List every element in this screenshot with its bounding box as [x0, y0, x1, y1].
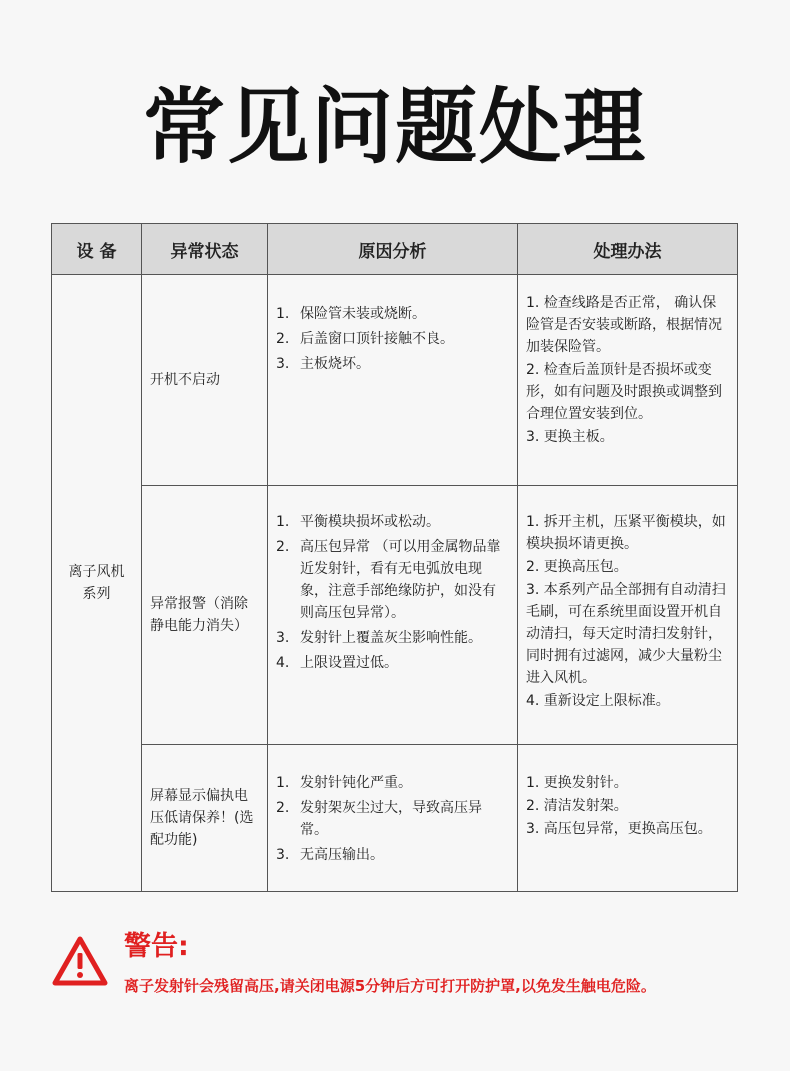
item-number: 2.: [276, 800, 290, 816]
state-cell: 异常报警（消除静电能力消失）: [142, 486, 268, 745]
list-item: [276, 844, 509, 866]
item-number: 1.: [276, 306, 290, 322]
list-item: [276, 652, 509, 674]
list-item: 1. 拆开主机，压紧平衡模块，如模块损坏请更换。: [526, 514, 726, 552]
list-item: [276, 328, 509, 350]
list-item: 3. 更换主板。: [526, 429, 614, 445]
item-text: 发射架灰尘过大，导致高压异常。: [300, 800, 482, 838]
list-item: 2. 检查后盖顶针是否损坏或变形，如有问题及时跟换或调整到合理位置安装到位。: [526, 362, 722, 422]
cause-list: [276, 511, 509, 674]
list-item: [276, 627, 509, 649]
item-number: 3.: [276, 356, 290, 372]
fix-list: [526, 511, 729, 712]
item-number: 2.: [276, 539, 290, 555]
faq-table: [51, 223, 738, 892]
list-item: 2. 更换高压包。: [526, 559, 628, 575]
cause-cell: [268, 275, 518, 486]
fix-list: [526, 292, 729, 448]
state-cell: 屏幕显示偏执电压低请保养！(选配功能): [142, 745, 268, 892]
warning-block: [51, 930, 771, 1000]
item-number: 1.: [276, 775, 290, 791]
item-number: 3.: [276, 630, 290, 646]
list-item: [276, 511, 509, 533]
list-item: 1. 检查线路是否正常， 确认保险管是否安装或断路，根据情况加装保险管。: [526, 295, 722, 355]
fix-list: [526, 772, 729, 840]
device-name-line1: 离子风机: [68, 564, 125, 580]
item-text: 平衡模块损坏或松动。: [300, 514, 440, 530]
page-title: 常见问题处理: [142, 80, 647, 175]
item-text: 高压包异常 （可以用金属物品靠近发射针，看有无电弧放电现象，注意手部绝缘防护，如没有则高压包异常）。: [300, 539, 501, 621]
fix-cell: [518, 745, 738, 892]
warning-title: 警告:: [124, 931, 189, 962]
header-cause: 原因分析: [268, 224, 518, 275]
table-row: [52, 275, 738, 486]
device-cell: [52, 275, 142, 892]
cause-cell: [268, 745, 518, 892]
list-item: 3. 高压包异常，更换高压包。: [526, 821, 712, 837]
table-row: [52, 745, 738, 892]
item-text: 保险管未装或烧断。: [300, 306, 426, 322]
table-header-row: [52, 224, 738, 275]
header-state: 异常状态: [142, 224, 268, 275]
list-item: [276, 797, 509, 841]
table-row: [52, 486, 738, 745]
item-number: 1.: [276, 514, 290, 530]
item-number: 2.: [276, 331, 290, 347]
device-name-line2: 系列: [82, 586, 111, 602]
item-text: 后盖窗口顶针接触不良。: [300, 331, 454, 347]
item-number: 3.: [276, 847, 290, 863]
list-item: 2. 清洁发射架。: [526, 798, 628, 814]
cause-cell: [268, 486, 518, 745]
cause-list: [276, 303, 509, 375]
cause-list: [276, 772, 509, 866]
list-item: 1. 更换发射针。: [526, 775, 628, 791]
list-item: 3. 本系列产品全部拥有自动清扫毛刷，可在系统里面设置开机自动清扫，每天定时清扫发射针，同时拥有过滤网，减少大量粉尘进入风机。: [526, 582, 726, 686]
header-device: 设 备: [52, 224, 142, 275]
item-text: 上限设置过低。: [300, 655, 398, 671]
warning-text: 离子发射针会残留高压,请关闭电源5分钟后方可打开防护罩,以免发生触电危险。: [124, 977, 656, 995]
fix-cell: [518, 275, 738, 486]
header-fix: 处理办法: [518, 224, 738, 275]
list-item: [276, 303, 509, 325]
item-text: 发射针钝化严重。: [300, 775, 412, 791]
list-item: [276, 772, 509, 794]
list-item: 4. 重新设定上限标准。: [526, 693, 670, 709]
item-number: 4.: [276, 655, 290, 671]
fix-cell: [518, 486, 738, 745]
list-item: [276, 353, 509, 375]
warning-triangle-icon: [51, 935, 109, 987]
list-item: [276, 536, 509, 624]
item-text: 无高压输出。: [300, 847, 384, 863]
state-cell: 开机不启动: [142, 275, 268, 486]
item-text: 主板烧坏。: [300, 356, 370, 372]
item-text: 发射针上覆盖灰尘影响性能。: [300, 630, 482, 646]
